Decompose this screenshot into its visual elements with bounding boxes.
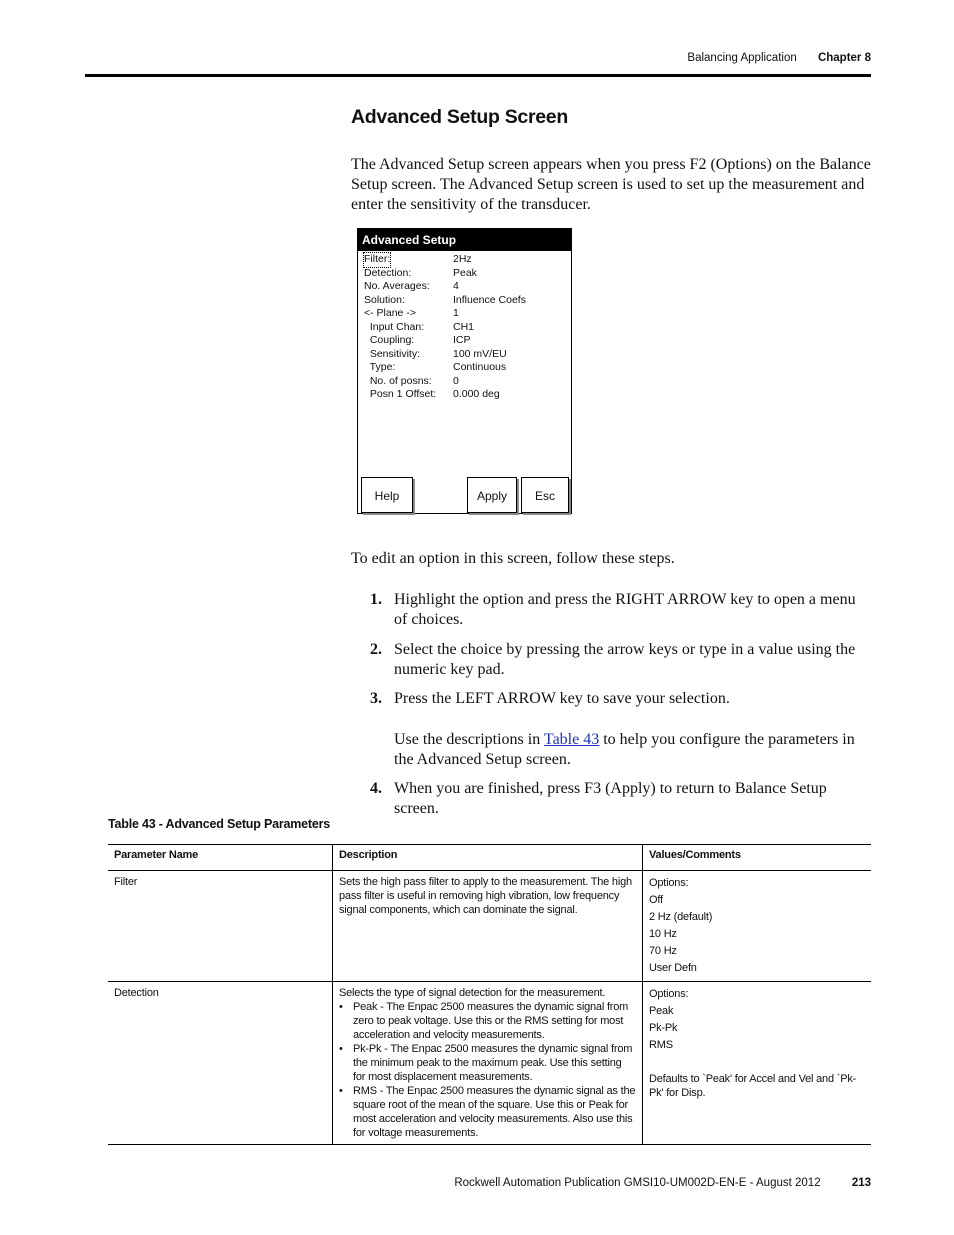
- page-number: 213: [851, 1177, 871, 1189]
- param-values: Options: Off 2 Hz (default) 10 Hz 70 Hz User Defn: [643, 871, 872, 982]
- header-rule: [85, 74, 871, 77]
- param-name: Filter: [108, 871, 333, 982]
- table-row: [108, 871, 871, 982]
- section-title: Advanced Setup Screen: [351, 106, 568, 128]
- step-item: 4. When you are finished, press F3 (Apply) to return to Balance Setup screen.: [370, 780, 827, 817]
- advanced-setup-screen: Advanced Setup Filter: 2Hz Detection: Peak No. Averages: 4 Solution: Influence Coefs <- Plane -> 1 Input Chan: CH1 Coupling: ICP Sensitivity: 100 mV/EU Type: Continuous No. of posns: 0 Posn 1 Offset: 0.000 deg Help Apply Esc: [357, 228, 572, 514]
- intro-paragraph: The Advanced Setup screen appears when you press F2 (Options) on the Balance Setup screen. The Advanced Setup screen is used to set up the measurement and enter the sensitivity of the transducer.: [351, 156, 871, 213]
- column-header: Values/Comments: [643, 845, 872, 871]
- step-3-note: Use the descriptions in Table 43 to help you configure the parameters in the Advanced Setup screen.: [394, 731, 855, 768]
- parameters-table: [108, 844, 871, 1145]
- param-values: Options: Peak Pk-Pk RMS Defaults to `Peak' for Accel and Vel and `Pk-Pk' for Disp.: [643, 982, 872, 1145]
- column-header: Parameter Name: [108, 845, 333, 871]
- step-item: 2. Select the choice by pressing the arrow keys or type in a value using the numeric key pad.: [370, 641, 856, 678]
- param-description: Selects the type of signal detection for the measurement. • Peak - The Enpac 2500 measures the dynamic signal from zero to peak voltage. Use this or the RMS setting for most acceleration and velocity measurements. • Pk-Pk - The Enpac 2500 measures the dynamic signal from the minimum peak to the maximum peak. Use this setting for most displacement measurements. • RMS - The Enpac 2500 measures the dynamic signal as the square root of the mean of the square. Use this or Peak for most acceleration and velocity measurements. Also use this for voltage measurements.: [333, 982, 643, 1145]
- table-row: [108, 982, 871, 1145]
- table-43-link[interactable]: Table 43: [543, 731, 600, 748]
- steps-list: [370, 590, 872, 819]
- apply-button[interactable]: Apply: [467, 477, 517, 513]
- param-name: Detection: [108, 982, 333, 1145]
- description-bullets: • Peak - The Enpac 2500 measures the dynamic signal from zero to peak voltage. Use this or the RMS setting for most acceleration and velocity measurements. • Pk-Pk - The Enpac 2500 measures the dynamic signal from the minimum peak to the maximum peak. Use this setting for most displacement measurements. • RMS - The Enpac 2500 measures the dynamic signal as the square root of the mean of the square. Use this or Peak for most acceleration and velocity measurements. Also use this for voltage measurements.: [339, 1000, 636, 1140]
- header-chapter: Chapter 8: [817, 52, 871, 64]
- column-header: Description: [333, 845, 643, 871]
- param-description: Sets the high pass filter to apply to the measurement. The high pass filter is useful in removing high vibration, low frequency signal components, which can dominate the signal.: [333, 871, 643, 982]
- step-item: 1. Highlight the option and press the RIGHT ARROW key to open a menu of choices.: [370, 591, 856, 628]
- esc-button[interactable]: Esc: [521, 477, 569, 513]
- step-item: 3. Press the LEFT ARROW key to save your selection. Use the descriptions in Table 43 to help you configure the parameters in the Advanced Setup screen.: [370, 689, 872, 770]
- header-section: Balancing Application: [687, 52, 797, 64]
- page-footer: [454, 1177, 871, 1189]
- device-title-bar: Advanced Setup: [358, 229, 571, 251]
- table-header-row: [108, 845, 871, 871]
- help-button[interactable]: Help: [361, 477, 413, 513]
- steps-intro: To edit an option in this screen, follow these steps.: [351, 550, 675, 567]
- table-caption: Table 43 - Advanced Setup Parameters: [108, 817, 331, 831]
- running-header: [687, 52, 871, 64]
- footer-publication: Rockwell Automation Publication GMSI10-UM002D-EN-E - August 2012: [454, 1177, 821, 1189]
